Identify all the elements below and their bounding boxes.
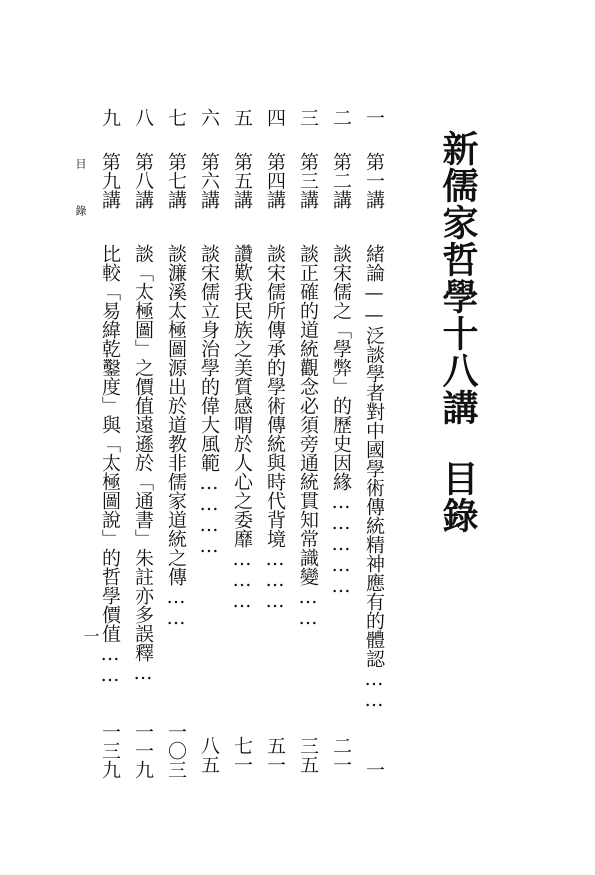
toc-entry-title: 談宋儒之「學弊」的歷史因緣 — [330, 244, 352, 491]
book-title-text: 新儒家哲學十八講 — [437, 130, 479, 426]
toc-entry-leader-dots: ……… — [231, 548, 253, 611]
toc-entry-title: 緒論——泛談學者對中國學術傳統精神應有的體認 — [363, 244, 385, 668]
toc-entry-number: 六 — [198, 108, 220, 127]
toc-entry-label: 第六講 — [198, 152, 220, 209]
toc-entry-description — [100, 244, 119, 685]
toc-entry-page: 一 — [363, 760, 385, 779]
book-title — [437, 130, 479, 534]
toc-entry-leader-dots: …… — [297, 586, 319, 628]
toc-heading: 目錄 — [437, 460, 479, 534]
toc-entry-page: 五一 — [264, 736, 286, 774]
toc-entry-description — [133, 244, 152, 683]
toc-entry-leader-dots: …… — [165, 586, 187, 628]
toc-entry-label: 第五講 — [231, 152, 253, 209]
toc-entry-page: 一一九 — [132, 722, 154, 779]
toc-entry-description — [364, 244, 383, 710]
toc-entry-label: 第四講 — [264, 152, 286, 209]
toc-entry-description — [166, 244, 185, 628]
toc-entry-title: 談「太極圖」之價值遠遜於「通書」朱註亦多誤釋 — [132, 244, 154, 662]
toc-entry-label: 第二講 — [330, 152, 352, 209]
side-label-lu: 錄 — [74, 205, 87, 216]
toc-entry-title: 讚歎我民族之美質感喟於人心之委靡 — [231, 244, 253, 548]
toc-entry-title: 談宋儒所傳承的學術傳統與時代背境 — [264, 244, 286, 548]
toc-entry-page: 八五 — [198, 736, 220, 774]
toc-entry-description — [331, 244, 350, 596]
toc-entry-number: 四 — [264, 108, 286, 127]
toc-entry-label: 第三講 — [297, 152, 319, 209]
toc-entry-label: 第七講 — [165, 152, 187, 209]
toc-entry-leader-dots: ………… — [198, 472, 220, 556]
toc-entry-leader-dots: … — [132, 662, 154, 683]
toc-entry-description — [232, 244, 251, 611]
toc-entry-number: 二 — [330, 108, 352, 127]
toc-entry-leader-dots: …………… — [330, 491, 352, 596]
toc-entry-page: 一〇三 — [165, 722, 187, 779]
toc-entry-leader-dots: ……… — [264, 548, 286, 611]
toc-entry-description — [298, 244, 317, 628]
toc-entry-title: 談宋儒立身治學的偉大風範 — [198, 244, 220, 472]
toc-entry-number: 三 — [297, 108, 319, 127]
toc-entry-number: 七 — [165, 108, 187, 127]
page-number: 一 — [81, 628, 100, 644]
toc-entry-label: 第九講 — [99, 152, 121, 209]
toc-entry-label: 第八講 — [132, 152, 154, 209]
toc-entry-leader-dots: …… — [99, 643, 121, 685]
toc-entry-page: 三五 — [297, 736, 319, 774]
toc-entry-number: 一 — [363, 108, 385, 127]
toc-entry-number: 九 — [99, 108, 121, 127]
toc-entry-leader-dots: …… — [363, 668, 385, 710]
side-label-mu: 目 — [74, 158, 87, 169]
toc-entry-number: 八 — [132, 108, 154, 127]
toc-entry-description — [265, 244, 284, 611]
toc-entry-page: 二一 — [330, 736, 352, 774]
toc-entry-title: 比較「易緯乾鑿度」與「太極圖說」的哲學價值 — [99, 244, 121, 643]
toc-entry-number: 五 — [231, 108, 253, 127]
toc-entry-page: 一三九 — [99, 722, 121, 779]
toc-entry-title: 談濂溪太極圖源出於道教非儒家道統之傳 — [165, 244, 187, 586]
toc-entry-title: 談正確的道統觀念必須旁通統貫知常識變 — [297, 244, 319, 586]
toc-entry-page: 七一 — [231, 736, 253, 774]
toc-entry-label: 第一講 — [363, 152, 385, 209]
toc-entry-description — [199, 244, 218, 556]
